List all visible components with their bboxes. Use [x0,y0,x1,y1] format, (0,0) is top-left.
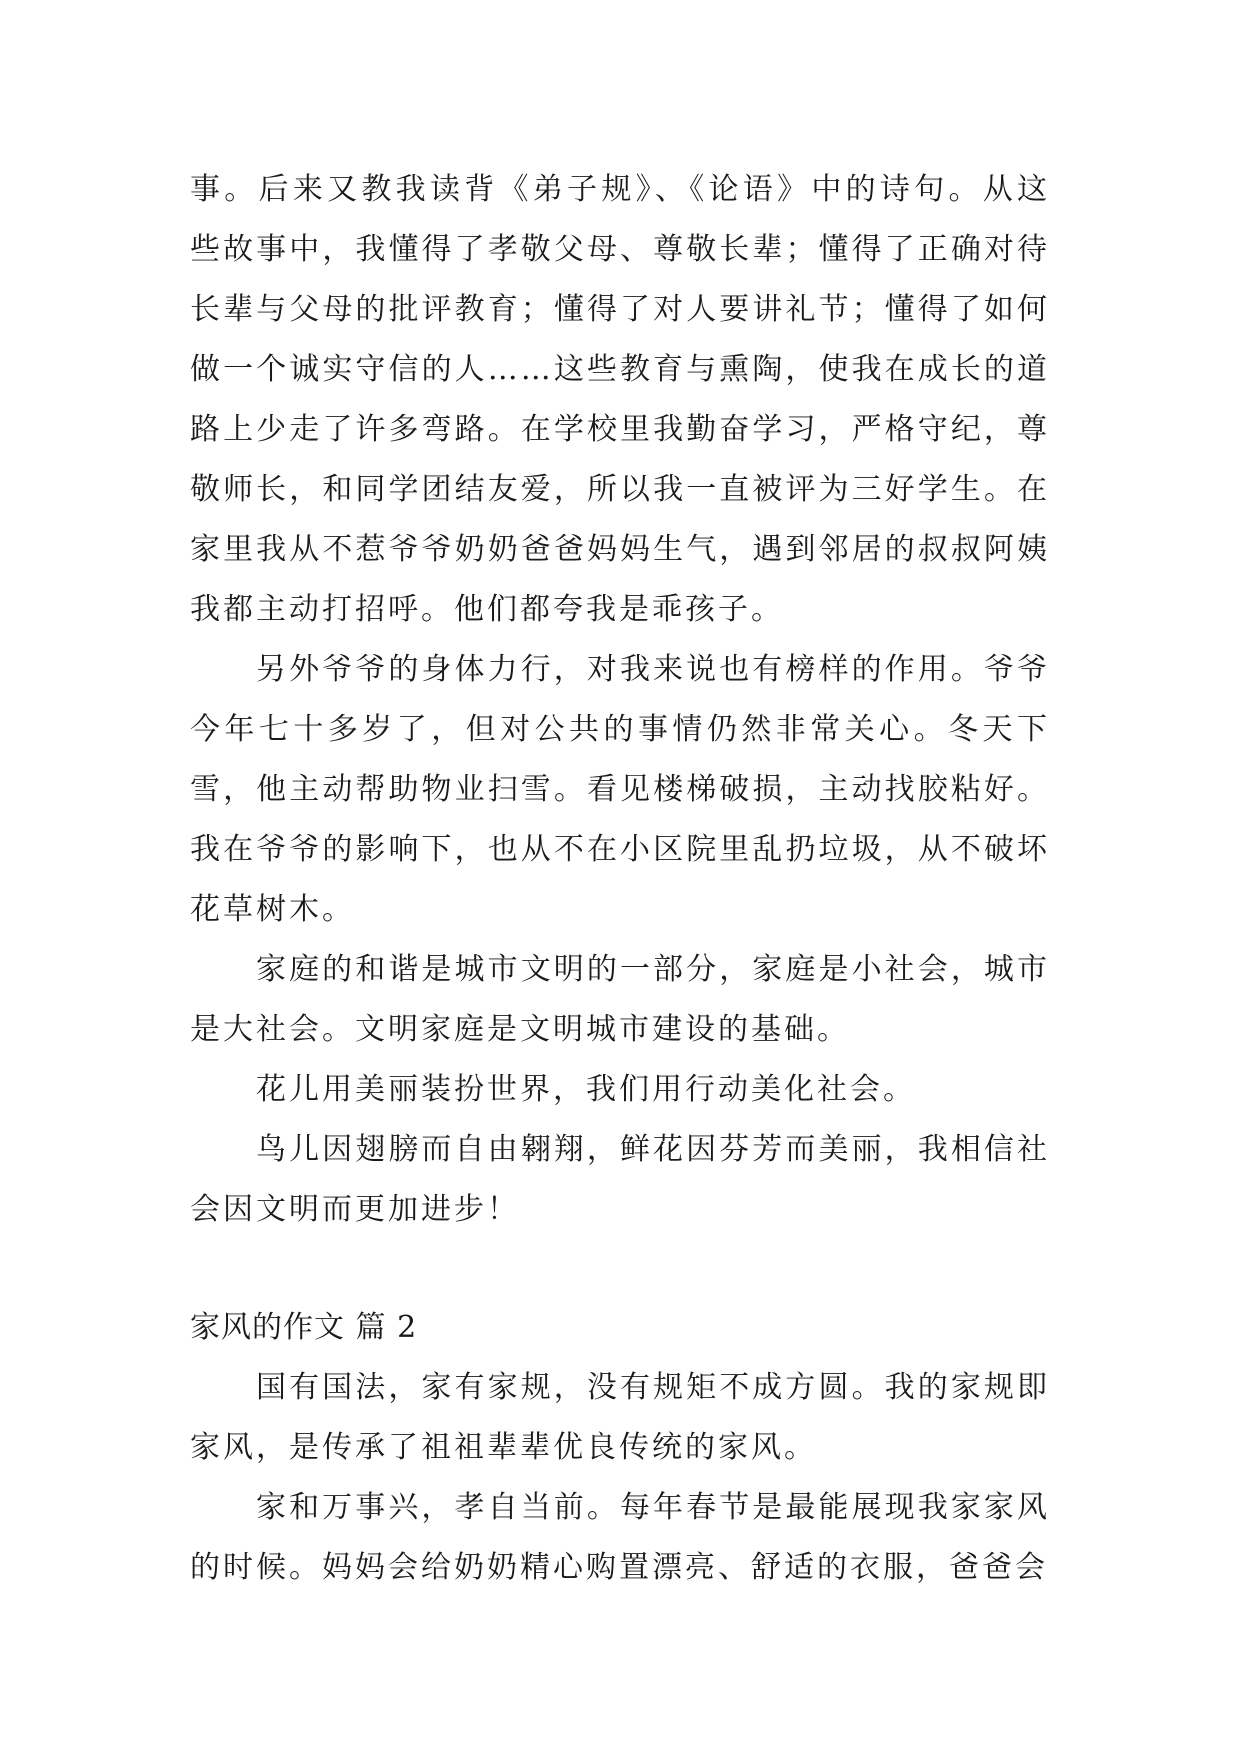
paragraph-4: 花儿用美丽装扮世界，我们用行动美化社会。 [256,1072,916,1107]
paragraph-1: 事。后来又教我读背《弟子规》、《论语》中的诗句。从这些故事中，我懂得了孝敬父母、尊敬长辈；懂得了正确对待长辈与父母的批评教育；懂得了对人要讲礼节；懂得了如何做一个诚实守信的人……这些教育与熏陶，使我在成长的道路上少走了许多弯路。在学校里我勤奋学习，严格守纪，尊敬师长，和同学团结友爱，所以我一直被评为三好学生。在家里我从不惹爷爷奶奶爸爸妈妈生气，遇到邻居的叔叔阿姨我都主动打招呼。他们都夸我是乖孩子。 [190,172,1050,627]
section-heading: 家风的作文 篇 2 [190,1310,418,1345]
paragraph-6: 国有国法，家有家规，没有规矩不成方圆。我的家规即家风，是传承了祖祖辈辈优良传统的家风。 [190,1370,1050,1465]
paragraph-7: 家和万事兴，孝自当前。每年春节是最能展现我家家风的时候。妈妈会给奶奶精心购置漂亮、舒适的衣服，爸爸会 [190,1490,1050,1585]
document-body [190,160,1050,1598]
paragraph-3: 家庭的和谐是城市文明的一部分，家庭是小社会，城市是大社会。文明家庭是文明城市建设的基础。 [190,952,1050,1047]
section-gap [190,1240,1050,1298]
paragraph-2: 另外爷爷的身体力行，对我来说也有榜样的作用。爷爷今年七十多岁了，但对公共的事情仍然非常关心。冬天下雪，他主动帮助物业扫雪。看见楼梯破损，主动找胶粘好。我在爷爷的影响下，也从不在小区院里乱扔垃圾，从不破坏花草树木。 [190,652,1050,927]
paragraph-5: 鸟儿因翅膀而自由翱翔，鲜花因芬芳而美丽，我相信社会因文明而更加进步！ [190,1132,1050,1227]
